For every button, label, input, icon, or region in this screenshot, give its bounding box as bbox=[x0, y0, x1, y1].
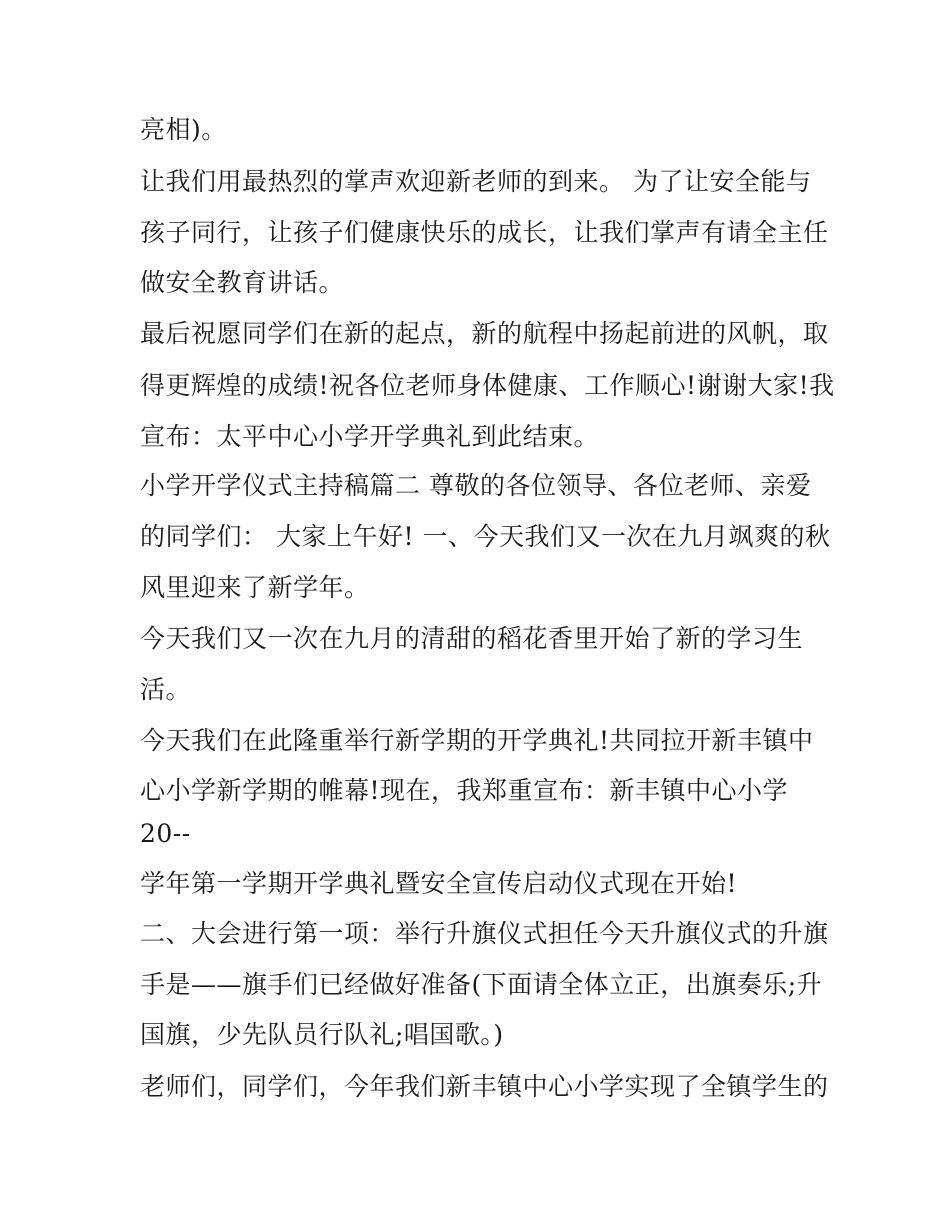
text-line: 最后祝愿同学们在新的起点，新的航程中扬起前进的风帆，取 bbox=[140, 319, 829, 348]
text-line: 老师们，同学们，今年我们新丰镇中心小学实现了全镇学生的 bbox=[140, 1072, 829, 1101]
text-line: 今天我们又一次在九月的清甜的稻花香里开始了新的学习生 bbox=[140, 624, 804, 653]
text-line: 心小学新学期的帷幕!现在，我郑重宣布：新丰镇中心小学 bbox=[140, 776, 789, 805]
text-line: 国旗，少先队员行队礼;唱国歌。) bbox=[140, 1020, 504, 1049]
text-line: 手是——旗手们已经做好准备(下面请全体立正，出旗奏乐;升 bbox=[140, 970, 823, 999]
text-line: 得更辉煌的成绩!祝各位老师身体健康、工作顺心!谢谢大家!我 bbox=[140, 371, 835, 400]
text-line: 做安全教育讲话。 bbox=[140, 268, 345, 297]
text-line: 的同学们： 大家上午好! 一、今天我们又一次在九月飒爽的秋 bbox=[140, 522, 831, 551]
text-line: 活。 bbox=[140, 675, 192, 704]
text-line: 孩子同行，让孩子们健康快乐的成长，让我们掌声有请全主任 bbox=[140, 218, 829, 247]
text-line: 学年第一学期开学典礼暨安全宣传启动仪式现在开始! bbox=[140, 869, 738, 898]
text-line: 今天我们在此隆重举行新学期的开学典礼!共同拉开新丰镇中 bbox=[140, 726, 814, 755]
text-line: 让我们用最热烈的掌声欢迎新老师的到来。 为了让安全能与 bbox=[140, 167, 812, 196]
text-line: 小学开学仪式主持稿篇二 尊敬的各位领导、各位老师、亲爱 bbox=[140, 471, 812, 500]
text-line: 宣布：太平中心小学开学典礼到此结束。 bbox=[140, 422, 600, 451]
text-line: 风里迎来了新学年。 bbox=[140, 573, 370, 602]
text-line: 亮相)。 bbox=[140, 115, 227, 144]
text-line: 20-- bbox=[140, 819, 191, 848]
text-line: 二、大会进行第一项：举行升旗仪式担任今天升旗仪式的升旗 bbox=[140, 919, 829, 948]
